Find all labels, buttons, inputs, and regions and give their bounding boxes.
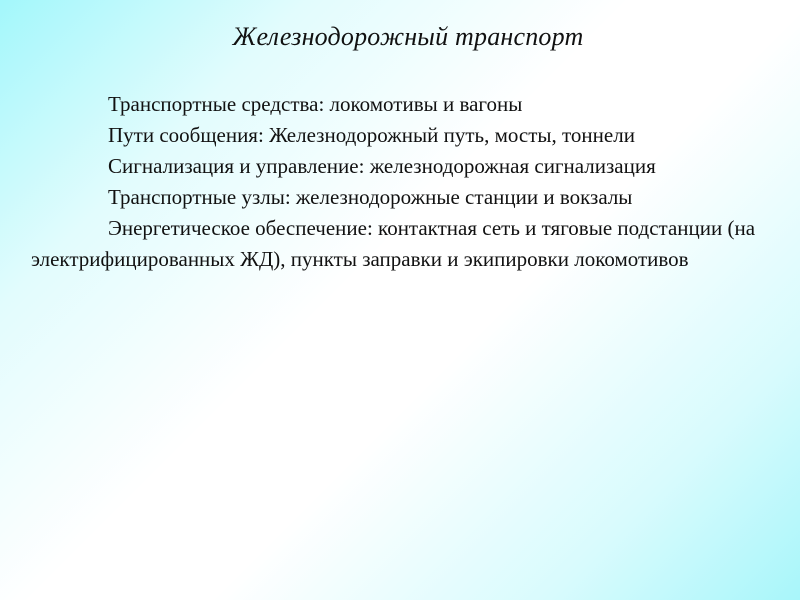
paragraph-hubs: Транспортные узлы: железнодорожные станции и вокзалы bbox=[108, 185, 633, 209]
paragraph-routes: Пути сообщения: Железнодорожный путь, мосты, тоннели bbox=[108, 123, 635, 147]
slide-body bbox=[31, 89, 761, 275]
slide-title: Железнодорожный транспорт bbox=[232, 22, 584, 51]
paragraph-signaling: Сигнализация и управление: железнодорожная сигнализация bbox=[108, 154, 656, 178]
paragraph-vehicles: Транспортные средства: локомотивы и вагоны bbox=[108, 92, 523, 116]
paragraph-energy: Энергетическое обеспечение: контактная сеть и тяговые подстанции (на электрифицированных ЖД), пункты заправки и экипировки локомотивов bbox=[31, 216, 756, 271]
